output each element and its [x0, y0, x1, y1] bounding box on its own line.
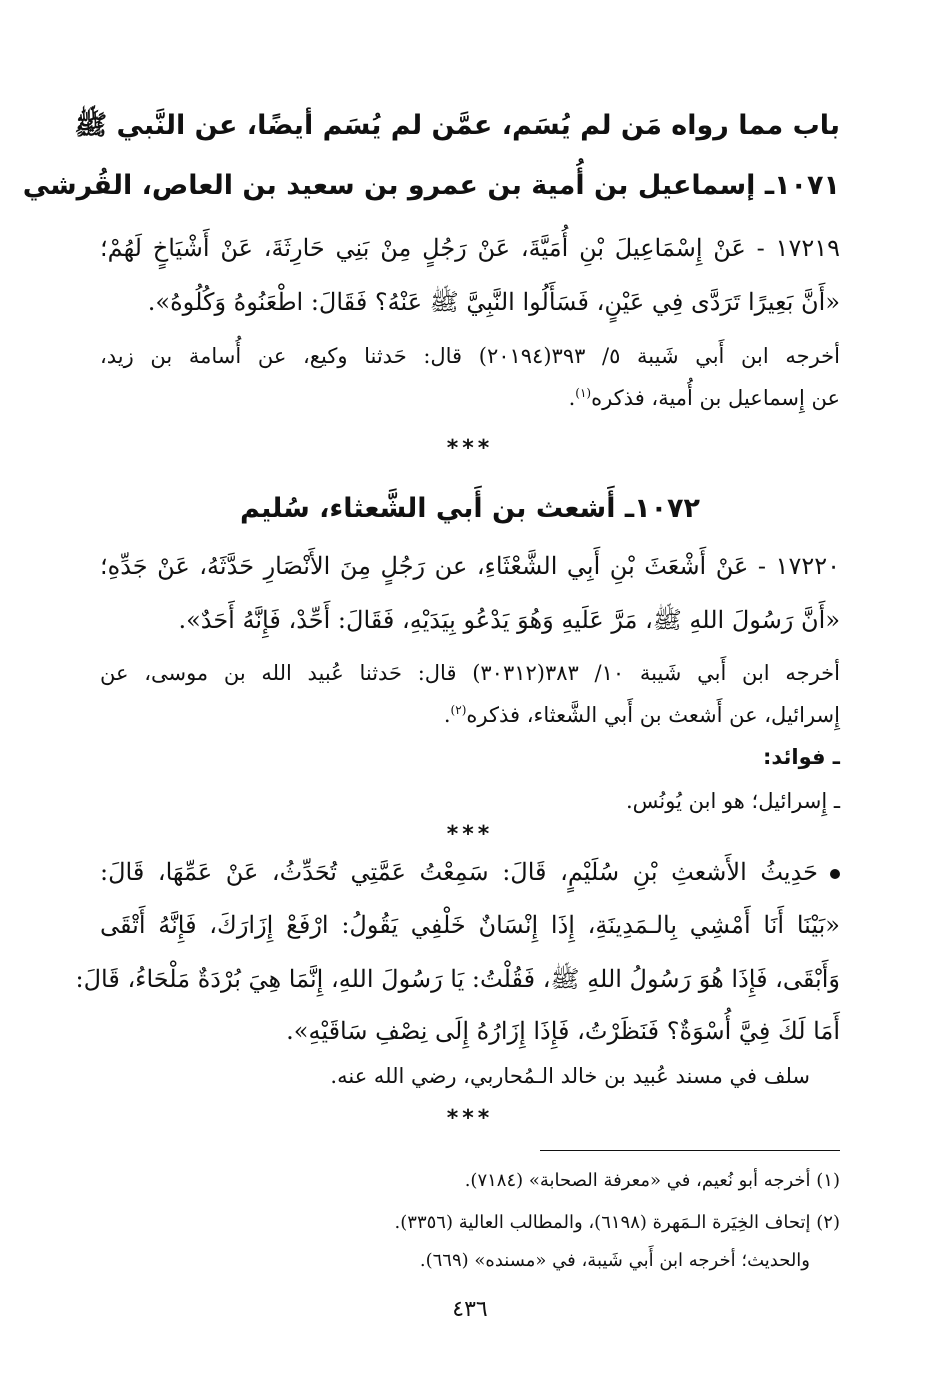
footnote-ref-2: (٢) — [450, 703, 467, 717]
takhrij-17219-line-1: أخرجه ابن أَبي شَيبة ٥/ ٣٩٣(٢٠١٩٤) قال: حَدثنا وكيع، عن أُسامة بن زيد، — [100, 344, 840, 368]
entry-1071-title: ١٠٧١ـ إسماعيل بن أُمية بن عمرو بن سعيد بن العاص، القُرشي — [22, 170, 840, 201]
takhrij-17220-line-1: أخرجه ابن أَبي شَيبة ١٠/ ٣٨٣(٣٠٣١٢) قال: حَدثنا عُبيد الله بن موسى، عن — [100, 661, 840, 685]
entry-1072-title: ١٠٧٢ـ أَشعث بن أَبي الشَّعثاء، سُليم — [239, 493, 701, 524]
footnote-rule — [540, 1150, 840, 1151]
hadith-extra-line-2: «بَيْنَا أَنَا أَمْشِي بِالـمَدِينَةِ، إِذَا إِنْسَانٌ خَلْفِي يَقُولُ: ارْفَعْ إِزَارَكَ، فَإِنَّهُ أَتْقَى — [100, 911, 840, 939]
footnote-2-continued: والحديث؛ أخرجه ابن أَبي شَيبة، في «مسنده» (٦٦٩). — [419, 1250, 810, 1271]
footnote-1: (١) أخرجه أبو نُعيم، في «معرفة الصحابة» (٧١٨٤). — [464, 1170, 840, 1191]
footnote-2: (٢) إتحاف الخِيَرة الـمَهرة (٦١٩٨)، والمطالب العالية (٣٣٥٦). — [394, 1212, 840, 1233]
takhrij-17220-text: إِسرائيل، عن أَشعث بن أَبي الشَّعثاء، فذكره — [466, 703, 840, 727]
salaf-note: سلف في مسند عُبيد بن خالد الـمُحاربي، رضي الله عنه. — [330, 1064, 810, 1088]
separator-stars-3: *** — [446, 1106, 494, 1131]
takhrij-17219-line-2: عن إِسماعيل بن أُمية، فذكره$^{(١)}$. — [568, 386, 840, 410]
fawaid-item: ـ إِسرائيل؛ هو ابن يُونُس. — [625, 789, 840, 813]
hadith-17219-line-1: ١٧٢١٩ - عَنْ إِسْمَاعِيلَ بْنِ أُمَيَّةَ، عَنْ رَجُلٍ مِنْ بَنِي حَارِثَةَ، عَنْ أَشْيَاخٍ لَهُمْ؛ — [100, 234, 840, 262]
takhrij-17219-text: عن إِسماعيل بن أُمية، فذكره — [591, 386, 840, 410]
hadith-extra-line-4: أَمَا لَكَ فِيَّ أُسْوَةٌ؟ فَنَظَرْتُ، فَإِذَا إِزَارُهُ إِلَى نِصْفِ سَاقَيْهِ». — [286, 1017, 840, 1045]
hadith-extra-line-1 — [100, 858, 840, 886]
page-number: ٤٣٦ — [452, 1297, 488, 1322]
separator-stars-1: *** — [446, 436, 494, 461]
fawaid-heading: ـ فوائد: — [762, 745, 840, 769]
bullet-icon — [830, 869, 840, 879]
chapter-title: باب مما رواه مَن لم يُسَم، عمَّن لم يُسَم أيضًا، عن النَّبي ﷺ — [74, 110, 840, 141]
hadith-extra-line-1-text: حَدِيثُ الأَشعثِ بْنِ سُلَيْمٍ، قَالَ: سَمِعْتُ عَمَّتِي تُحَدِّثُ، عَنْ عَمِّهَا، قَالَ: — [100, 858, 818, 886]
separator-stars-2: *** — [446, 822, 494, 847]
hadith-extra-line-3: وَأَبْقَى، فَإِذَا هُوَ رَسُولُ اللهِ ﷺ، فَقُلْتُ: يَا رَسُولَ اللهِ، إِنَّمَا هِيَ بُرْدَةٌ مَلْحَاءُ، قَالَ: — [75, 965, 840, 993]
footnote-ref-1: (١) — [575, 386, 592, 400]
hadith-17219-line-2: «أَنَّ بَعِيرًا تَرَدَّى فِي عَيْنٍ، فَسَأَلُوا النَّبِيَّ ﷺ عَنْهُ؟ فَقَالَ: اطْعَنُوهُ وَكُلُوهُ». — [147, 288, 840, 316]
hadith-17220-line-2: «أَنَّ رَسُولَ اللهِ ﷺ، مَرَّ عَلَيهِ وَهُوَ يَدْعُو بِيَدَيْهِ، فَقَالَ: أَحِّدْ، فَإِنَّهُ أَحَدٌ». — [178, 606, 840, 634]
hadith-17220-line-1: ١٧٢٢٠ - عَنْ أَشْعَثَ بْنِ أَبِي الشَّعْثَاءِ، عن رَجُلٍ مِنَ الأَنْصَارِ حَدَّثَهُ، عَنْ جَدِّهِ؛ — [100, 552, 840, 580]
takhrij-17220-line-2: إِسرائيل، عن أَشعث بن أَبي الشَّعثاء، فذكره$^{(٢)}$. — [443, 703, 840, 727]
